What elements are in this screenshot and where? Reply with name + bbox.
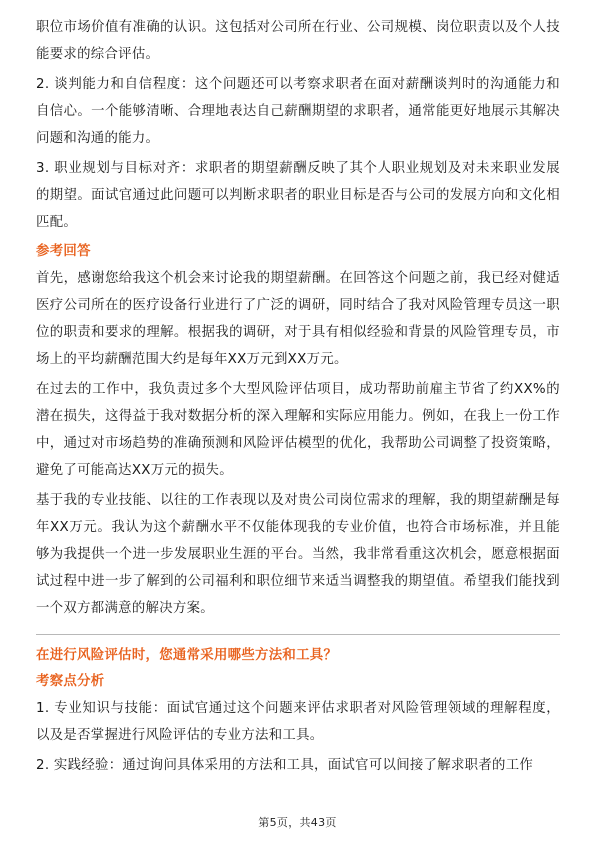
analysis-point-1: 1. 专业知识与技能：面试官通过这个问题来评估求职者对风险管理领域的理解程度，以及是否掌握进行风险评估的专业方法和工具。 [36, 701, 560, 743]
interview-question: 在进行风险评估时，您通常采用哪些方法和工具？ [36, 648, 338, 663]
intro-paragraph: 职位市场价值有准确的认识。这包括对公司所在行业、公司规模、岗位职责以及个人技能要求的综合评估。 [36, 20, 560, 62]
reference-paragraph-1: 首先，感谢您给我这个机会来讨论我的期望薪酬。在回答这个问题之前，我已经对健适医疗公司所在的医疗设备行业进行了广泛的调研，同时结合了我对风险管理专员这一职位的职责和要求的理解。根据我的调研，对于具有相似经验和背景的风险管理专员，市场上的平均薪酬范围大约是每年XX万元到XX万元。 [36, 271, 560, 367]
page-footer: 第5页，共43页 [258, 816, 337, 829]
analysis-heading: 考察点分析 [36, 674, 105, 689]
point-3-career-planning: 3. 职业规划与目标对齐：求职者的期望薪酬反映了其个人职业规划及对未来职业发展的期望。面试官通过此问题可以判断求职者的职业目标是否与公司的发展方向和文化相匹配。 [36, 161, 560, 230]
document-page [36, 14, 560, 779]
reference-answer-heading: 参考回答 [36, 244, 91, 259]
point-2-negotiation: 2. 谈判能力和自信程度：这个问题还可以考察求职者在面对薪酬谈判时的沟通能力和自信心。一个能够清晰、合理地表达自己薪酬期望的求职者，通常能更好地展示其解决问题和沟通的能力。 [36, 77, 560, 146]
analysis-point-2: 2. 实践经验：通过询问具体采用的方法和工具，面试官可以间接了解求职者的工作 [36, 758, 534, 773]
reference-paragraph-2: 在过去的工作中，我负责过多个大型风险评估项目，成功帮助前雇主节省了约XX%的潜在损失，这得益于我对数据分析的深入理解和实际应用能力。例如，在我上一份工作中，通过对市场趋势的准确预测和风险评估模型的优化，我帮助公司调整了投资策略，避免了可能高达XX万元的损失。 [36, 382, 560, 478]
reference-paragraph-3: 基于我的专业技能、以往的工作表现以及对贵公司岗位需求的理解，我的期望薪酬是每年XX万元。我认为这个薪酬水平不仅能体现我的专业价值，也符合市场标准，并且能够为我提供一个进一步发展职业生涯的平台。当然，我非常看重这次机会，愿意根据面试过程中进一步了解到的公司福利和职位细节来适当调整我的期望值。希望我们能找到一个双方都满意的解决方案。 [36, 493, 560, 616]
section-divider [36, 634, 560, 635]
